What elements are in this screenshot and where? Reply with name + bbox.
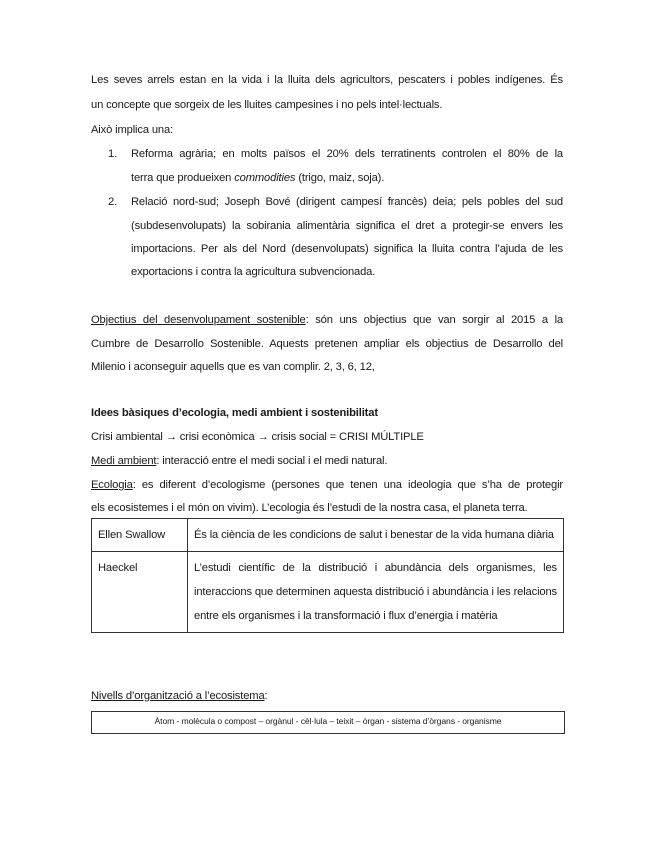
ecologia-line-2: els ecosistemes i el món on vivim). L’ecologia és l’estudi de la nostra casa, el planeta terra. xyxy=(91,502,528,514)
definitions-table xyxy=(91,518,564,633)
nivells-heading-line: Nivells d’organització a l’ecosistema: xyxy=(91,690,268,702)
list-item-2-line-2: (subdesenvolupats) la sobirania alimentària significa el dret a protegir-se envers les xyxy=(131,220,563,232)
commodities-term: commodities xyxy=(234,172,296,184)
list-item-2-line-1: Relació nord-sud; Joseph Bové (dirigent campesí francès) deia; pels pobles del sud xyxy=(131,196,563,208)
intro-line-1: Les seves arrels estan en la vida i la lluita dels agricultors, pescaters i pobles indígenes. És xyxy=(91,74,563,86)
table-definition: És la ciència de les condicions de salut i benestar de la vida humana diària xyxy=(188,519,564,552)
intro-implies: Això implica una: xyxy=(91,124,174,136)
section-heading: Idees bàsiques d’ecologia, medi ambient i sostenibilitat xyxy=(91,407,378,419)
nivells-heading: Nivells d’organització a l’ecosistema xyxy=(91,690,265,702)
table-row xyxy=(92,519,564,552)
medi-ambient-definition: Medi ambient: interacció entre el medi social i el medi natural. xyxy=(91,455,388,467)
list-number-2: 2. xyxy=(108,196,118,208)
objectius-line-2: Cumbre de Desarrollo Sostenible. Aquests pretenen ampliar els objectius de Desarrollo del xyxy=(91,338,563,350)
table-term: Ellen Swallow xyxy=(92,519,188,552)
medi-ambient-term: Medi ambient xyxy=(91,455,157,467)
list-item-2-line-3: importacions. Per als del Nord (desenvolupats) significa la lluita contra l’ajuda de les xyxy=(131,243,563,255)
objectius-term: Objectius del desenvolupament sostenible xyxy=(91,314,306,326)
objectius-line-3: Milenio i aconseguir aquells que es van complir. 2, 3, 6, 12, xyxy=(91,361,375,373)
list-item-1-line-1: Reforma agrària; en molts països el 20% dels terratinents controlen el 80% de la xyxy=(131,148,563,160)
ecologia-line-1: Ecologia: es diferent d’ecologisme (persones que tenen una ideologia que s’ha de protegir xyxy=(91,479,563,491)
table-definition: L’estudi científic de la distribució i abundància dels organismes, les interaccions que determinen aquesta distribució i abundància i les relacions entre els organismes i la transformació i flux d’energia i matèria xyxy=(188,552,564,633)
list-number-1: 1. xyxy=(108,148,118,160)
intro-line-2: un concepte que sorgeix de les lluites campesines i no pels intel·lectuals. xyxy=(91,99,443,111)
crisi-chain: Crisi ambiental → crisi econòmica → crisis social = CRISI MÚLTIPLE xyxy=(91,431,424,443)
organization-levels-box: Àtom - molècula o compost – orgànul - cèl·lula – teixit – òrgan - sistema d’òrgans - organisme xyxy=(91,711,565,734)
list-item-1-line-2: terra que produeixen commodities (trigo, maiz, soja). xyxy=(131,172,385,184)
table-term: Haeckel xyxy=(92,552,188,633)
ecologia-term: Ecologia xyxy=(91,479,133,491)
table-row xyxy=(92,552,564,633)
objectius-line-1: Objectius del desenvolupament sostenible: són uns objectius que van sorgir al 2015 a la xyxy=(91,314,563,326)
list-item-2-line-4: exportacions i contra la agricultura subvencionada. xyxy=(131,266,376,278)
